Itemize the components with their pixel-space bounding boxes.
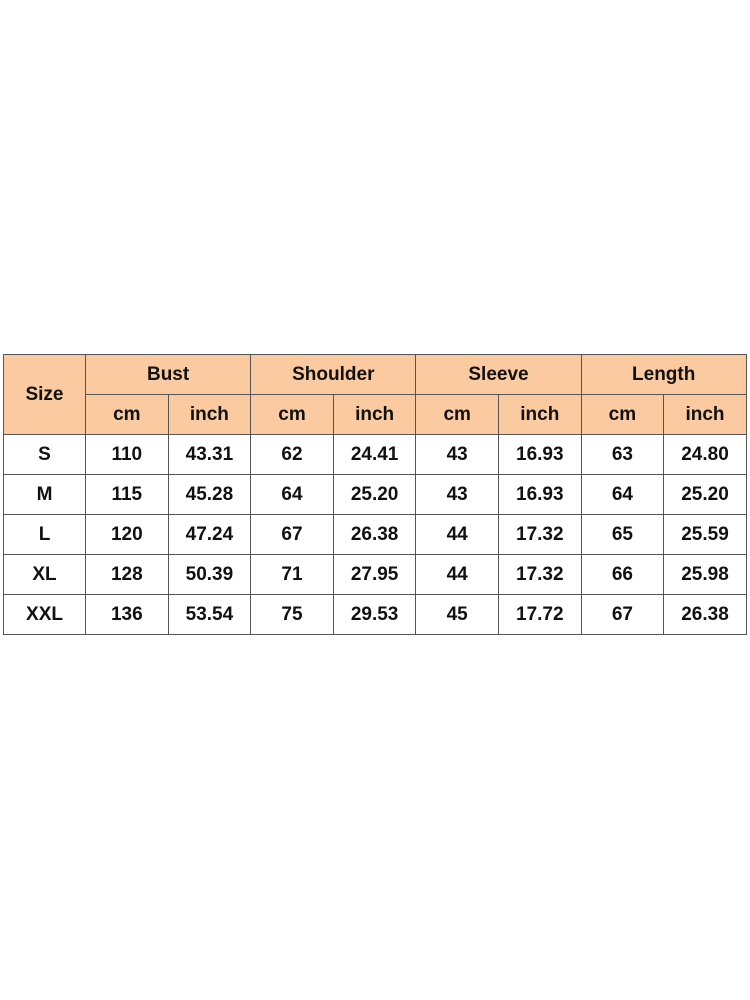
- table-cell: 110: [86, 435, 169, 475]
- size-label: XXL: [4, 595, 86, 635]
- table-cell: 47.24: [168, 515, 251, 555]
- table-cell: 120: [86, 515, 169, 555]
- table-cell: 16.93: [498, 475, 581, 515]
- table-cell: 67: [251, 515, 334, 555]
- unit-header: inch: [664, 395, 747, 435]
- size-header: Size: [4, 355, 86, 435]
- table-cell: 136: [86, 595, 169, 635]
- table-cell: 44: [416, 555, 499, 595]
- table-cell: 71: [251, 555, 334, 595]
- size-label: XL: [4, 555, 86, 595]
- table-cell: 64: [251, 475, 334, 515]
- table-row: [4, 515, 747, 555]
- table-cell: 43: [416, 435, 499, 475]
- unit-header: inch: [498, 395, 581, 435]
- group-header-sleeve: Sleeve: [416, 355, 581, 395]
- group-header-length: Length: [581, 355, 746, 395]
- table-cell: 67: [581, 595, 664, 635]
- table-cell: 25.98: [664, 555, 747, 595]
- table-cell: 17.72: [498, 595, 581, 635]
- table-cell: 17.32: [498, 515, 581, 555]
- table-cell: 24.41: [333, 435, 416, 475]
- size-chart-table: [3, 354, 747, 635]
- size-label: L: [4, 515, 86, 555]
- size-label: S: [4, 435, 86, 475]
- table-cell: 115: [86, 475, 169, 515]
- table-row: [4, 475, 747, 515]
- table-cell: 27.95: [333, 555, 416, 595]
- group-header-bust: Bust: [86, 355, 251, 395]
- table-body: [4, 435, 747, 635]
- table-cell: 66: [581, 555, 664, 595]
- table-cell: 25.20: [664, 475, 747, 515]
- table-header: [4, 355, 747, 435]
- table-row: [4, 435, 747, 475]
- table-cell: 53.54: [168, 595, 251, 635]
- table-cell: 45.28: [168, 475, 251, 515]
- table-cell: 29.53: [333, 595, 416, 635]
- table-cell: 26.38: [664, 595, 747, 635]
- table-cell: 128: [86, 555, 169, 595]
- unit-header: cm: [416, 395, 499, 435]
- table-cell: 24.80: [664, 435, 747, 475]
- table-cell: 16.93: [498, 435, 581, 475]
- table-cell: 65: [581, 515, 664, 555]
- unit-header: cm: [86, 395, 169, 435]
- table-cell: 63: [581, 435, 664, 475]
- unit-header: cm: [251, 395, 334, 435]
- table-cell: 45: [416, 595, 499, 635]
- unit-header: inch: [333, 395, 416, 435]
- table-cell: 17.32: [498, 555, 581, 595]
- table-row: [4, 595, 747, 635]
- table-cell: 64: [581, 475, 664, 515]
- table-row: [4, 555, 747, 595]
- table-cell: 62: [251, 435, 334, 475]
- header-row-units: [4, 395, 747, 435]
- header-row-groups: [4, 355, 747, 395]
- size-label: M: [4, 475, 86, 515]
- table-cell: 26.38: [333, 515, 416, 555]
- group-header-shoulder: Shoulder: [251, 355, 416, 395]
- table-cell: 43.31: [168, 435, 251, 475]
- table-cell: 43: [416, 475, 499, 515]
- table-cell: 25.20: [333, 475, 416, 515]
- unit-header: cm: [581, 395, 664, 435]
- table-cell: 50.39: [168, 555, 251, 595]
- unit-header: inch: [168, 395, 251, 435]
- table-cell: 44: [416, 515, 499, 555]
- table-cell: 25.59: [664, 515, 747, 555]
- table-cell: 75: [251, 595, 334, 635]
